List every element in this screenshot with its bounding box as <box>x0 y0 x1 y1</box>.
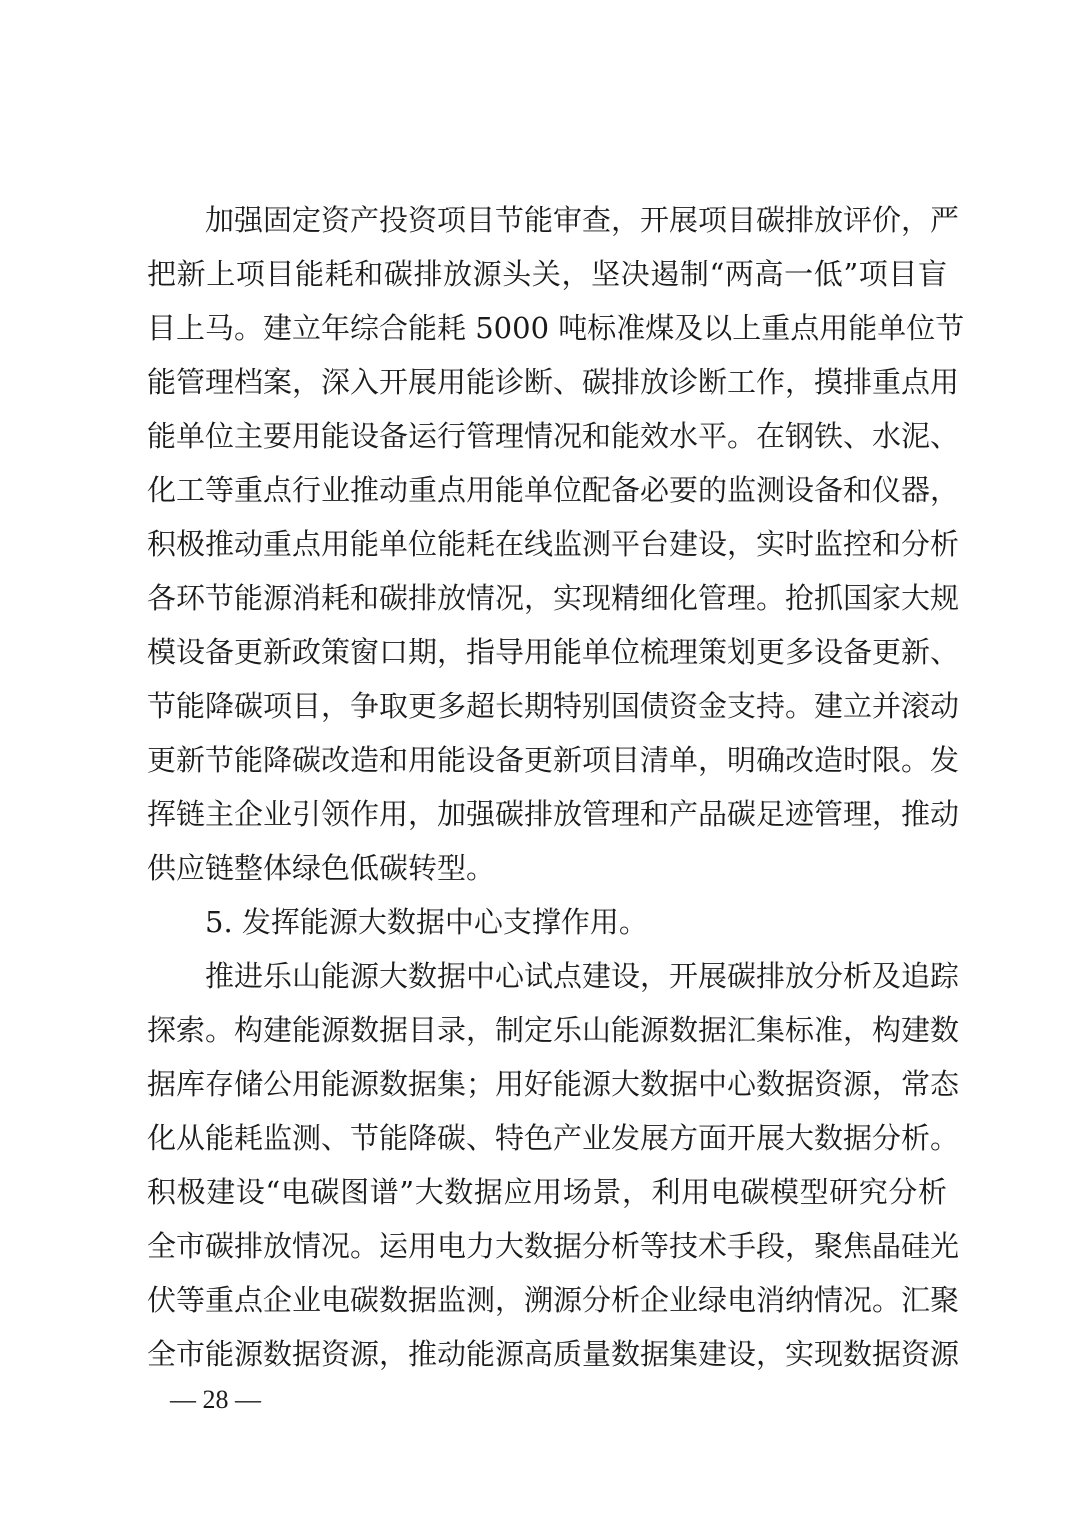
paragraph-line: 据库存储公用能源数据集；用好能源大数据中心数据资源，常态 <box>147 1067 960 1101</box>
paragraph-line: 加强固定资产投资项目节能审查，开展项目碳排放评价，严 <box>205 203 960 237</box>
paragraph-line: 推进乐山能源大数据中心试点建设，开展碳排放分析及追踪 <box>205 959 960 993</box>
paragraph-line: 全市能源数据资源，推动能源高质量数据集建设，实现数据资源 <box>147 1337 960 1371</box>
paragraph-line: 化从能耗监测、节能降碳、特色产业发展方面开展大数据分析。 <box>147 1121 960 1155</box>
paragraph-line: 伏等重点企业电碳数据监测，溯源分析企业绿电消纳情况。汇聚 <box>147 1283 960 1317</box>
paragraph-line: 各环节能源消耗和碳排放情况，实现精细化管理。抢抓国家大规 <box>147 581 960 615</box>
paragraph-line: 节能降碳项目，争取更多超长期特别国债资金支持。建立并滚动 <box>147 689 960 723</box>
paragraph-line: 能管理档案，深入开展用能诊断、碳排放诊断工作，摸排重点用 <box>147 365 960 399</box>
paragraph-line: 供应链整体绿色低碳转型。 <box>147 851 496 885</box>
paragraph-line: 更新节能降碳改造和用能设备更新项目清单，明确改造时限。发 <box>147 743 960 777</box>
paragraph-line: 目上马。建立年综合能耗 5000 吨标准煤及以上重点用能单位节 <box>147 311 965 345</box>
paragraph-line: 化工等重点行业推动重点用能单位配备必要的监测设备和仪器， <box>147 473 960 507</box>
paragraph-line: 模设备更新政策窗口期，指导用能单位梳理策划更多设备更新、 <box>147 635 960 669</box>
paragraph-line: 全市碳排放情况。运用电力大数据分析等技术手段，聚焦晶硅光 <box>147 1229 960 1263</box>
paragraph-line: 挥链主企业引领作用，加强碳排放管理和产品碳足迹管理，推动 <box>147 797 960 831</box>
section-heading: 5. 发挥能源大数据中心支撑作用。 <box>205 905 648 939</box>
paragraph-line: 积极推动重点用能单位能耗在线监测平台建设，实时监控和分析 <box>147 527 960 561</box>
paragraph-line: 能单位主要用能设备运行管理情况和能效水平。在钢铁、水泥、 <box>147 419 960 453</box>
page-number: — 28 — <box>170 1385 261 1414</box>
paragraph-line: 探索。构建能源数据目录，制定乐山能源数据汇集标准，构建数 <box>147 1013 960 1047</box>
paragraph-line: 把新上项目能耗和碳排放源头关，坚决遏制“两高一低”项目盲 <box>147 257 947 291</box>
paragraph-line: 积极建设“电碳图谱”大数据应用场景，利用电碳模型研究分析 <box>147 1175 947 1209</box>
